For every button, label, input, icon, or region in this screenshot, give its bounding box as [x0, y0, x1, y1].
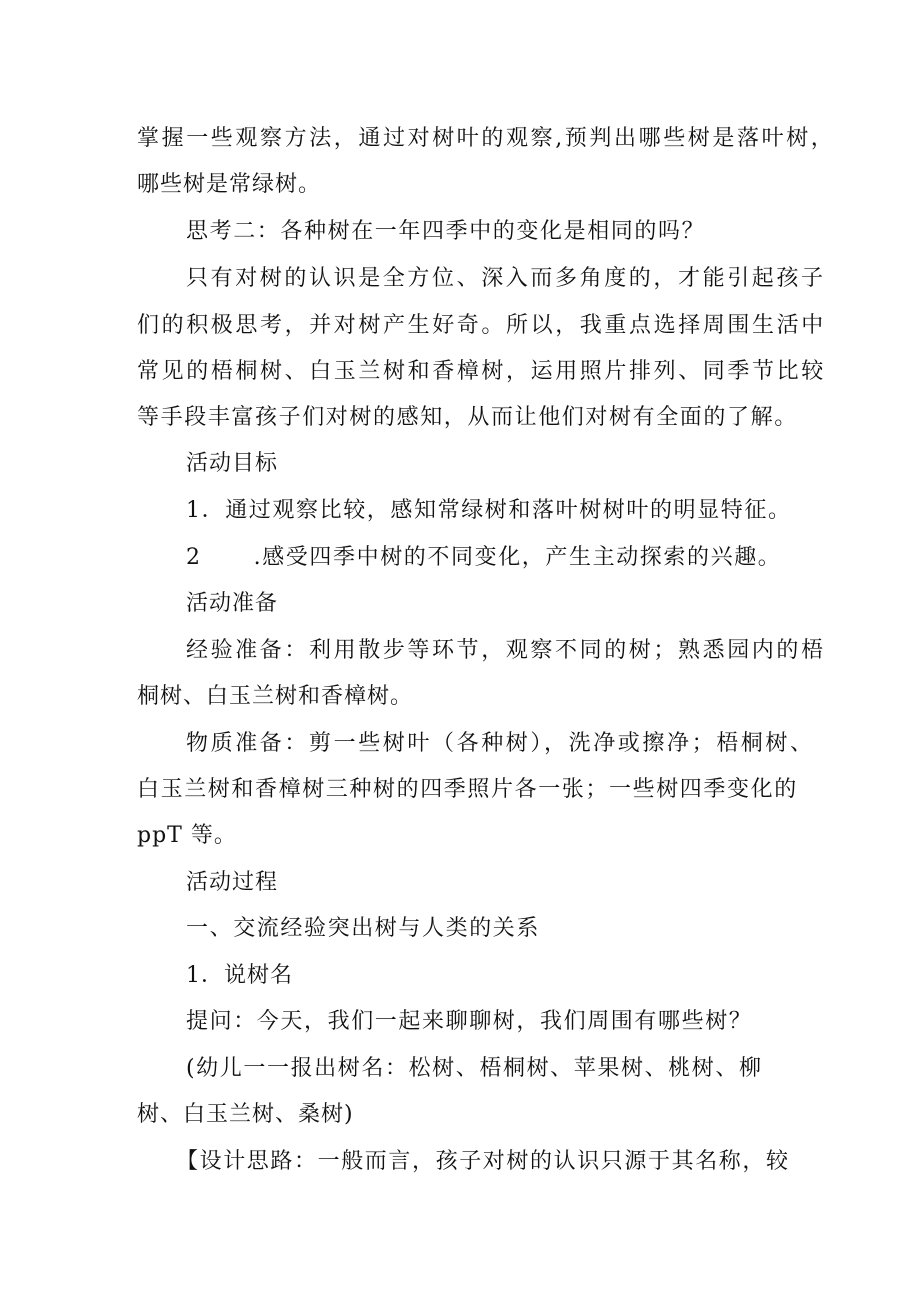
section-heading: 活动过程	[186, 870, 279, 895]
list-item	[186, 543, 920, 573]
section-heading: 活动准备	[186, 591, 279, 616]
paragraph-line: 们的积极思考，并对树产生好奇。所以，我重点选择周围生活中	[137, 313, 826, 338]
paragraph-line: 常见的梧桐树、白玉兰树和香樟树，运用照片排列、同季节比较	[137, 359, 826, 384]
question-heading: 思考二：各种树在一年四季中的变化是相同的吗？	[186, 219, 706, 244]
list-item-text: .感受四季中树的不同变化，产生主动探索的兴趣。	[253, 545, 782, 570]
list-item-number: 2	[186, 545, 202, 570]
paragraph-line: 【设计思路：一般而言，孩子对树的认识只源于其名称，较	[176, 1149, 790, 1174]
paragraph-line: (幼儿一一报出树名：松树、梧桐树、苹果树、桃树、柳	[186, 1056, 763, 1081]
list-item: 1．通过观察比较，感知常绿树和落叶树树叶的明显特征。	[186, 498, 792, 523]
paragraph-line: ppT 等。	[137, 823, 237, 848]
paragraph-line: 桐树、白玉兰树和香樟树。	[137, 684, 414, 709]
subsection-heading: 一、交流经验突出树与人类的关系	[186, 916, 541, 941]
paragraph-line: 哪些树是常绿树。	[137, 172, 322, 197]
section-heading: 活动目标	[186, 451, 279, 476]
paragraph-line: 白玉兰树和香樟树三种树的四季照片各一张；一些树四季变化的	[137, 777, 798, 802]
paragraph-line: 提问：今天，我们一起来聊聊树，我们周围有哪些树？	[186, 1009, 753, 1034]
subsection-heading: 1．说树名	[186, 963, 293, 988]
paragraph-line: 等手段丰富孩子们对树的感知，从而让他们对树有全面的了解。	[137, 405, 798, 430]
paragraph-line: 只有对树的认识是全方位、深入而多角度的，才能引起孩子	[186, 266, 826, 291]
paragraph-line: 树、白玉兰树、桑树)	[137, 1102, 354, 1127]
paragraph-line: 物质准备：剪一些树叶（各种树），洗净或擦净；梧桐树、	[186, 731, 815, 756]
paragraph-line: 经验准备：利用散步等环节，观察不同的树；熟悉园内的梧	[186, 638, 826, 663]
paragraph-line: 掌握一些观察方法，通过对树叶的观察,预判出哪些树是落叶树，	[137, 126, 836, 151]
